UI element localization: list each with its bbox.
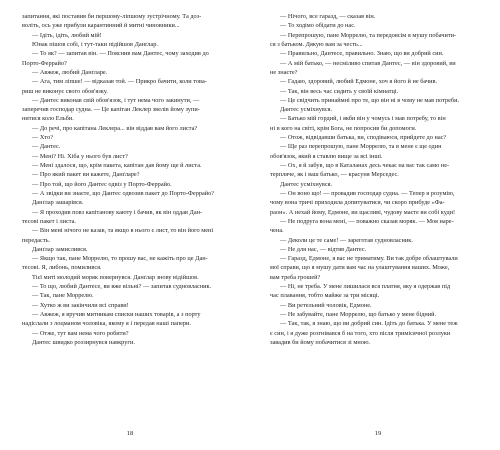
text-line: — Не для нас, — відтяв Дантес.	[280, 245, 367, 253]
text-line: час плавання, тобто майже за три місяці.	[270, 292, 380, 300]
text-line: воліть, ось уже прибули карантинний й митні чиновники...	[22, 22, 180, 30]
text-line: тесові. Я, либонь, помилився.	[22, 264, 102, 272]
text-line: завадив би йому побачитися зі мною.	[270, 338, 371, 346]
text-line: — Так, пане Моррелю.	[32, 292, 94, 300]
text-line: чому вона тричі приходила допитуватися, чи скоро прибуде «Фа-	[270, 199, 445, 207]
text-line: — Про той, що його Дантес одвіз у Порто-Феррайо.	[32, 180, 172, 188]
text-line: Дантес усміхнувся.	[280, 106, 333, 114]
text-line: передасть.	[22, 236, 51, 244]
left-page-text	[22, 12, 238, 347]
page-number-right: 19	[374, 430, 382, 437]
text-line: Порто-Феррайо?	[22, 59, 67, 67]
right-page-text	[270, 12, 486, 347]
text-line: — Дантес.	[32, 143, 61, 151]
text-line: — Нічого, все гаразд, — сказав він.	[280, 13, 376, 20]
text-line: — Ні, не треба. У мене лишилася вся платня, яку я одержав під	[280, 283, 451, 291]
text-line: — То як? — запитав він. — Пояснив вам Дантес, чому заходив до	[32, 50, 209, 58]
text-line: нитися коло Ельби.	[22, 115, 74, 123]
left-page	[22, 12, 238, 437]
text-line: — Мені здалося, що, крім пакета, капітан дав йому ще й листа.	[32, 162, 202, 169]
text-line: чена.	[270, 227, 284, 235]
text-line: — Авжеж, любий Данґларе.	[32, 68, 108, 76]
page-number-left: 18	[126, 430, 134, 437]
text-line: — Мені? Ні. Хіба у нього був лист?	[32, 152, 128, 160]
text-line: є син, і я дуже розгнівався б на того, хто після тримісячної розлуки	[270, 329, 451, 337]
text-line: — Деколи це те саме! — зареготав судновласник.	[280, 236, 413, 244]
text-line: — Ох, я й забув, що в Каталанах десь чекає на вас так само не-	[280, 162, 450, 169]
text-line: — Я проходив повз капітанову каюту і бачив, як він оддав Дан-	[32, 208, 203, 216]
text-line: — Якщо так, пане Моррелю, то прошу вас, не кажіть про це Дан-	[32, 255, 208, 263]
text-line: — Ідіть, ідіть, любий мій!	[32, 31, 102, 39]
text-line: — Ще раз перепрошую, пане Моррелю, та в мене є ще один	[280, 143, 442, 151]
text-line: — Про який пакет ви кажете, Данґларе?	[32, 171, 140, 179]
text-line: — То що, любий Дантесе, ви вже вільні? — запитав судновласник.	[32, 283, 212, 291]
text-line: — Он воно що! — провадив господар судна. — Тепер я розумію,	[280, 189, 455, 197]
text-line: — А звідки ви знаєте, що Дантес одвозив пакет до Порто-Феррайо?	[32, 189, 215, 197]
text-line: — Гадаю, здоровий, любий Едмоне, хоч я його й не бачив.	[280, 78, 438, 86]
text-line: — Так, він весь час сидить у своїй кімнатці.	[280, 87, 399, 95]
text-line: — Дантес виконав свій обов'язок, і тут нема чого закинути, —	[32, 96, 200, 104]
text-line: — Не забувайте, пане Моррелю, що батько у мене бідний.	[280, 311, 437, 318]
text-line: — Отож, відвідавши батька, ви, сподіваюся, прийдете до нас?	[280, 134, 447, 142]
text-line: — Так, так, я знаю, що ви добрий син. Ідіть до батька. У мене теж	[280, 320, 458, 328]
text-line: — То ходімо обідати до нас.	[280, 22, 356, 30]
text-line: — Не подруга вона мені, — поважно сказав моряк. — Моя наре-	[280, 217, 454, 225]
text-line: — Гаразд, Едмоне, я вас не триматиму. Ви так добре облаштували	[280, 255, 458, 263]
text-line: вам треба грошей?	[270, 273, 321, 281]
text-line: ні в кого на світі, крім Бога, не попросив би допомоги.	[270, 124, 417, 132]
text-line: — Хутко ж ви закінчили всі справи!	[32, 301, 129, 309]
text-line: Данґлар замислився.	[32, 245, 88, 253]
text-line: — А мій батько, — несміливо спитав Дантес, — він здоровий, ви	[280, 59, 456, 67]
text-line: — Батько мій гордий, і якби він у чомусь і мав потребу, то він	[280, 115, 446, 123]
text-line: мої справи, що я мушу дати вам час на улаштування ваших. Може,	[270, 264, 450, 272]
text-line: Дантес швидко роззирнувся навкруги.	[32, 338, 135, 346]
right-page	[270, 12, 486, 437]
text-line: Данґлар зашарівся.	[32, 199, 84, 207]
text-line: обов'язок, який я ставлю вище за всі інші.	[270, 152, 383, 160]
text-line: — Він мені нічого не казав, та якщо в нього є лист, то він його мені	[32, 227, 214, 235]
text-line: — Перепрошую, пане Моррелю, та передовсім я мушу побачити-	[280, 31, 457, 39]
text-line: Дантес усміхнувся.	[280, 180, 333, 188]
text-line: запитання, які поставив би першому-ліпшому зустрічному. Та доз-	[22, 13, 202, 20]
text-line: риш не виконує свого обов'язку.	[22, 87, 108, 95]
text-line: ся з батьком. Дякую вам за честь...	[270, 40, 363, 48]
text-line: не знаєте?	[270, 68, 298, 76]
text-line: — Ви ретельний чоловік, Едмоне.	[280, 301, 372, 309]
text-line: — Хто?	[32, 134, 54, 142]
text-line: — Це свідчить принаймні про те, що він ні в чому не мав потреби.	[280, 96, 460, 104]
text-line: надіслали з лоцманом чоловіка, якому я і передав наші папери.	[22, 320, 191, 328]
text-line: Юнак пішов собі, і тут-таки підійшов Данґлар.	[32, 40, 158, 48]
text-line: терпляче, як і ваш батько, — красуня Мерседес.	[270, 171, 399, 179]
text-line: раон». А нехай йому, Едмоне, ви щасливі, чудову маєте ви собі куди!	[270, 208, 456, 216]
text-line: — Авжеж, я вручив митникам списки наших товарів, а з порту	[32, 311, 201, 318]
text-line: заперечив господар судна. — Це капітан Леклер звелів йому зупи-	[22, 106, 200, 114]
text-line: тесові пакет і листа.	[22, 217, 76, 225]
text-line: — Отже, тут вам нема чого робити?	[32, 329, 129, 337]
text-line: — Ага, тим ліпше! — відказав той. — Прикро бачити, коли това-	[32, 78, 207, 86]
text-line: Тієї миті молодий моряк повернувся. Данґлар знову відійшов.	[32, 273, 199, 281]
text-line: — Правильно, Дантесе, правильно. Знаю, що ви добрий син.	[280, 50, 444, 58]
text-line: — До речі, про капітана Леклера... він віддав вам його листа?	[32, 124, 198, 132]
